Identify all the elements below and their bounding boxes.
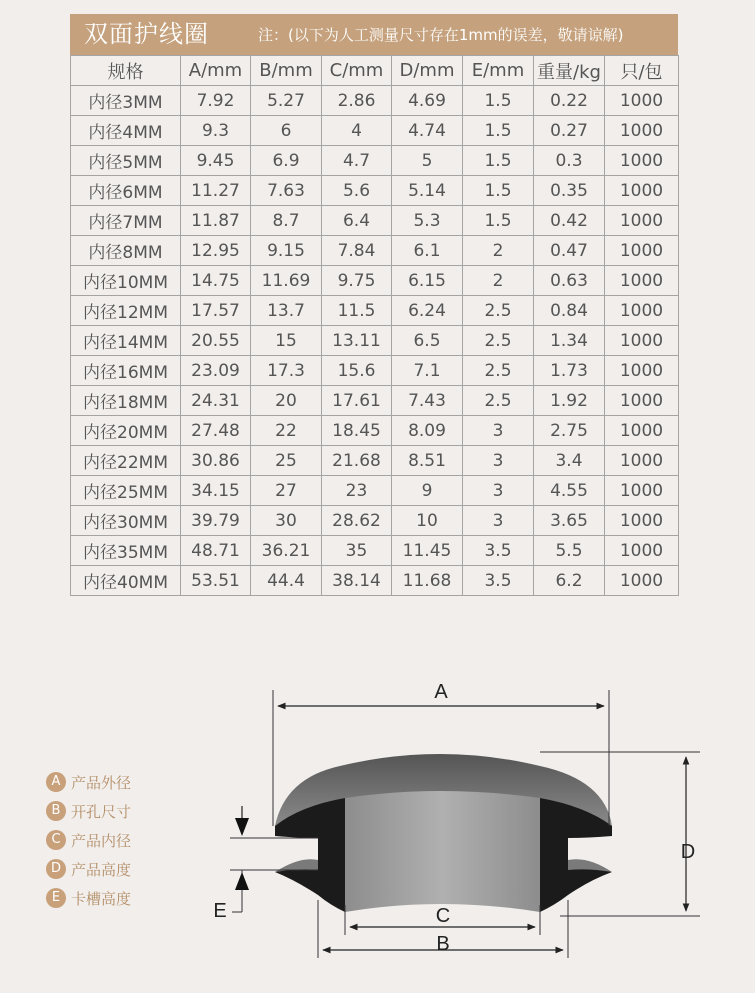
column-header: C/mm — [322, 56, 392, 86]
table-row — [71, 536, 679, 566]
value-cell: 2.75 — [534, 416, 605, 446]
legend-label: 产品外径 — [71, 773, 132, 792]
value-cell: 0.63 — [534, 266, 605, 296]
label-d: D — [680, 841, 696, 863]
value-cell: 2.5 — [463, 386, 534, 416]
value-cell: 39.79 — [181, 506, 251, 536]
label-e: E — [213, 900, 227, 922]
table-row — [71, 356, 679, 386]
value-cell: 6.15 — [392, 266, 463, 296]
table-header-row — [71, 56, 679, 86]
value-cell: 9.3 — [181, 116, 251, 146]
spec-cell: 内径6MM — [71, 176, 181, 206]
value-cell: 2.5 — [463, 326, 534, 356]
table-body — [71, 86, 679, 596]
value-cell: 24.31 — [181, 386, 251, 416]
value-cell: 1000 — [605, 446, 679, 476]
value-cell: 4 — [322, 116, 392, 146]
value-cell: 1.5 — [463, 206, 534, 236]
table-row — [71, 146, 679, 176]
value-cell: 28.62 — [322, 506, 392, 536]
value-cell: 3 — [463, 446, 534, 476]
value-cell: 1000 — [605, 476, 679, 506]
value-cell: 1.5 — [463, 116, 534, 146]
spec-cell: 内径4MM — [71, 116, 181, 146]
value-cell: 4.55 — [534, 476, 605, 506]
legend-letter-badge: C — [46, 830, 66, 850]
legend-item — [46, 826, 131, 854]
value-cell: 11.68 — [392, 566, 463, 596]
value-cell: 9.15 — [251, 236, 322, 266]
value-cell: 22 — [251, 416, 322, 446]
value-cell: 5.3 — [392, 206, 463, 236]
dimension-legend — [46, 768, 131, 913]
table-header-bar — [70, 14, 678, 55]
value-cell: 1000 — [605, 146, 679, 176]
value-cell: 2.5 — [463, 296, 534, 326]
spec-cell: 内径18MM — [71, 386, 181, 416]
value-cell: 12.95 — [181, 236, 251, 266]
value-cell: 2 — [463, 236, 534, 266]
value-cell: 0.22 — [534, 86, 605, 116]
spec-cell: 内径5MM — [71, 146, 181, 176]
label-a: A — [434, 681, 448, 703]
value-cell: 9.75 — [322, 266, 392, 296]
table-row — [71, 266, 679, 296]
value-cell: 6.24 — [392, 296, 463, 326]
value-cell: 11.5 — [322, 296, 392, 326]
value-cell: 6.9 — [251, 146, 322, 176]
dimension-e-arrow-bottom — [235, 872, 249, 890]
value-cell: 48.71 — [181, 536, 251, 566]
value-cell: 5.6 — [322, 176, 392, 206]
value-cell: 18.45 — [322, 416, 392, 446]
spec-cell: 内径25MM — [71, 476, 181, 506]
value-cell: 9 — [392, 476, 463, 506]
value-cell: 21.68 — [322, 446, 392, 476]
value-cell: 1000 — [605, 236, 679, 266]
value-cell: 0.47 — [534, 236, 605, 266]
spec-cell: 内径12MM — [71, 296, 181, 326]
spec-cell: 内径20MM — [71, 416, 181, 446]
table-row — [71, 476, 679, 506]
value-cell: 15 — [251, 326, 322, 356]
value-cell: 8.51 — [392, 446, 463, 476]
column-header: A/mm — [181, 56, 251, 86]
value-cell: 1000 — [605, 566, 679, 596]
table-row — [71, 296, 679, 326]
value-cell: 1000 — [605, 176, 679, 206]
table-row — [71, 116, 679, 146]
value-cell: 1000 — [605, 326, 679, 356]
spec-cell: 内径14MM — [71, 326, 181, 356]
column-header: 规格 — [71, 56, 181, 86]
value-cell: 1000 — [605, 206, 679, 236]
legend-label: 产品内径 — [71, 831, 132, 850]
label-c: C — [435, 905, 451, 927]
spec-cell: 内径30MM — [71, 506, 181, 536]
value-cell: 35 — [322, 536, 392, 566]
value-cell: 1000 — [605, 86, 679, 116]
label-b: B — [436, 933, 450, 955]
value-cell: 4.74 — [392, 116, 463, 146]
value-cell: 7.1 — [392, 356, 463, 386]
value-cell: 7.63 — [251, 176, 322, 206]
column-header: 重量/kg — [534, 56, 605, 86]
value-cell: 3.65 — [534, 506, 605, 536]
value-cell: 14.75 — [181, 266, 251, 296]
value-cell: 27 — [251, 476, 322, 506]
value-cell: 1.73 — [534, 356, 605, 386]
value-cell: 6.2 — [534, 566, 605, 596]
value-cell: 1000 — [605, 266, 679, 296]
value-cell: 11.87 — [181, 206, 251, 236]
measurement-note: 注：(以下为人工测量尺寸存在1mm的误差，敬请谅解) — [258, 26, 624, 44]
value-cell: 1.5 — [463, 176, 534, 206]
value-cell: 13.7 — [251, 296, 322, 326]
grommet-inner-bore — [345, 791, 540, 912]
legend-label: 产品高度 — [71, 860, 132, 879]
value-cell: 4.69 — [392, 86, 463, 116]
spec-cell: 内径8MM — [71, 236, 181, 266]
legend-letter-badge: A — [46, 772, 66, 792]
table-row — [71, 86, 679, 116]
value-cell: 1000 — [605, 116, 679, 146]
value-cell: 1000 — [605, 416, 679, 446]
value-cell: 2.5 — [463, 356, 534, 386]
spec-cell: 内径3MM — [71, 86, 181, 116]
value-cell: 27.48 — [181, 416, 251, 446]
value-cell: 1000 — [605, 506, 679, 536]
product-title: 双面护线圈 — [84, 20, 209, 48]
value-cell: 2 — [463, 266, 534, 296]
table-row — [71, 176, 679, 206]
value-cell: 53.51 — [181, 566, 251, 596]
value-cell: 30.86 — [181, 446, 251, 476]
spec-cell: 内径40MM — [71, 566, 181, 596]
value-cell: 5 — [392, 146, 463, 176]
value-cell: 0.27 — [534, 116, 605, 146]
value-cell: 1000 — [605, 296, 679, 326]
spec-cell: 内径35MM — [71, 536, 181, 566]
column-header: B/mm — [251, 56, 322, 86]
table-row — [71, 206, 679, 236]
value-cell: 34.15 — [181, 476, 251, 506]
legend-letter-badge: B — [46, 801, 66, 821]
value-cell: 7.92 — [181, 86, 251, 116]
value-cell: 3 — [463, 506, 534, 536]
table-row — [71, 416, 679, 446]
value-cell: 5.27 — [251, 86, 322, 116]
value-cell: 1.5 — [463, 146, 534, 176]
value-cell: 23.09 — [181, 356, 251, 386]
value-cell: 20 — [251, 386, 322, 416]
value-cell: 1000 — [605, 536, 679, 566]
legend-item — [46, 797, 131, 825]
value-cell: 1000 — [605, 356, 679, 386]
legend-label: 卡槽高度 — [71, 889, 132, 908]
value-cell: 23 — [322, 476, 392, 506]
value-cell: 3 — [463, 476, 534, 506]
value-cell: 5.14 — [392, 176, 463, 206]
value-cell: 13.11 — [322, 326, 392, 356]
value-cell: 1.34 — [534, 326, 605, 356]
table-row — [71, 446, 679, 476]
value-cell: 44.4 — [251, 566, 322, 596]
value-cell: 6.4 — [322, 206, 392, 236]
column-header: E/mm — [463, 56, 534, 86]
value-cell: 6.1 — [392, 236, 463, 266]
dimension-e-arrow-top — [235, 818, 249, 836]
legend-item — [46, 855, 131, 883]
value-cell: 0.42 — [534, 206, 605, 236]
value-cell: 11.45 — [392, 536, 463, 566]
value-cell: 3.4 — [534, 446, 605, 476]
value-cell: 10 — [392, 506, 463, 536]
value-cell: 8.7 — [251, 206, 322, 236]
column-header: D/mm — [392, 56, 463, 86]
value-cell: 5.5 — [534, 536, 605, 566]
table-row — [71, 386, 679, 416]
value-cell: 3.5 — [463, 536, 534, 566]
column-header: 只/包 — [605, 56, 679, 86]
value-cell: 4.7 — [322, 146, 392, 176]
spec-cell: 内径7MM — [71, 206, 181, 236]
value-cell: 1000 — [605, 386, 679, 416]
value-cell: 17.57 — [181, 296, 251, 326]
value-cell: 2.86 — [322, 86, 392, 116]
value-cell: 15.6 — [322, 356, 392, 386]
table-row — [71, 566, 679, 596]
value-cell: 7.43 — [392, 386, 463, 416]
value-cell: 20.55 — [181, 326, 251, 356]
value-cell: 0.84 — [534, 296, 605, 326]
value-cell: 3 — [463, 416, 534, 446]
table-row — [71, 236, 679, 266]
value-cell: 1.92 — [534, 386, 605, 416]
value-cell: 0.3 — [534, 146, 605, 176]
value-cell: 9.45 — [181, 146, 251, 176]
spec-cell: 内径16MM — [71, 356, 181, 386]
value-cell: 11.27 — [181, 176, 251, 206]
value-cell: 8.09 — [392, 416, 463, 446]
spec-cell: 内径10MM — [71, 266, 181, 296]
value-cell: 6 — [251, 116, 322, 146]
spec-cell: 内径22MM — [71, 446, 181, 476]
table-row — [71, 326, 679, 356]
value-cell: 38.14 — [322, 566, 392, 596]
value-cell: 17.3 — [251, 356, 322, 386]
table-row — [71, 506, 679, 536]
legend-letter-badge: E — [46, 888, 66, 908]
value-cell: 0.35 — [534, 176, 605, 206]
value-cell: 7.84 — [322, 236, 392, 266]
value-cell: 3.5 — [463, 566, 534, 596]
legend-item — [46, 884, 131, 912]
value-cell: 11.69 — [251, 266, 322, 296]
spec-table — [70, 55, 679, 596]
value-cell: 36.21 — [251, 536, 322, 566]
value-cell: 30 — [251, 506, 322, 536]
legend-item — [46, 768, 131, 796]
value-cell: 6.5 — [392, 326, 463, 356]
legend-label: 开孔尺寸 — [71, 802, 132, 821]
value-cell: 17.61 — [322, 386, 392, 416]
value-cell: 1.5 — [463, 86, 534, 116]
value-cell: 25 — [251, 446, 322, 476]
legend-letter-badge: D — [46, 859, 66, 879]
